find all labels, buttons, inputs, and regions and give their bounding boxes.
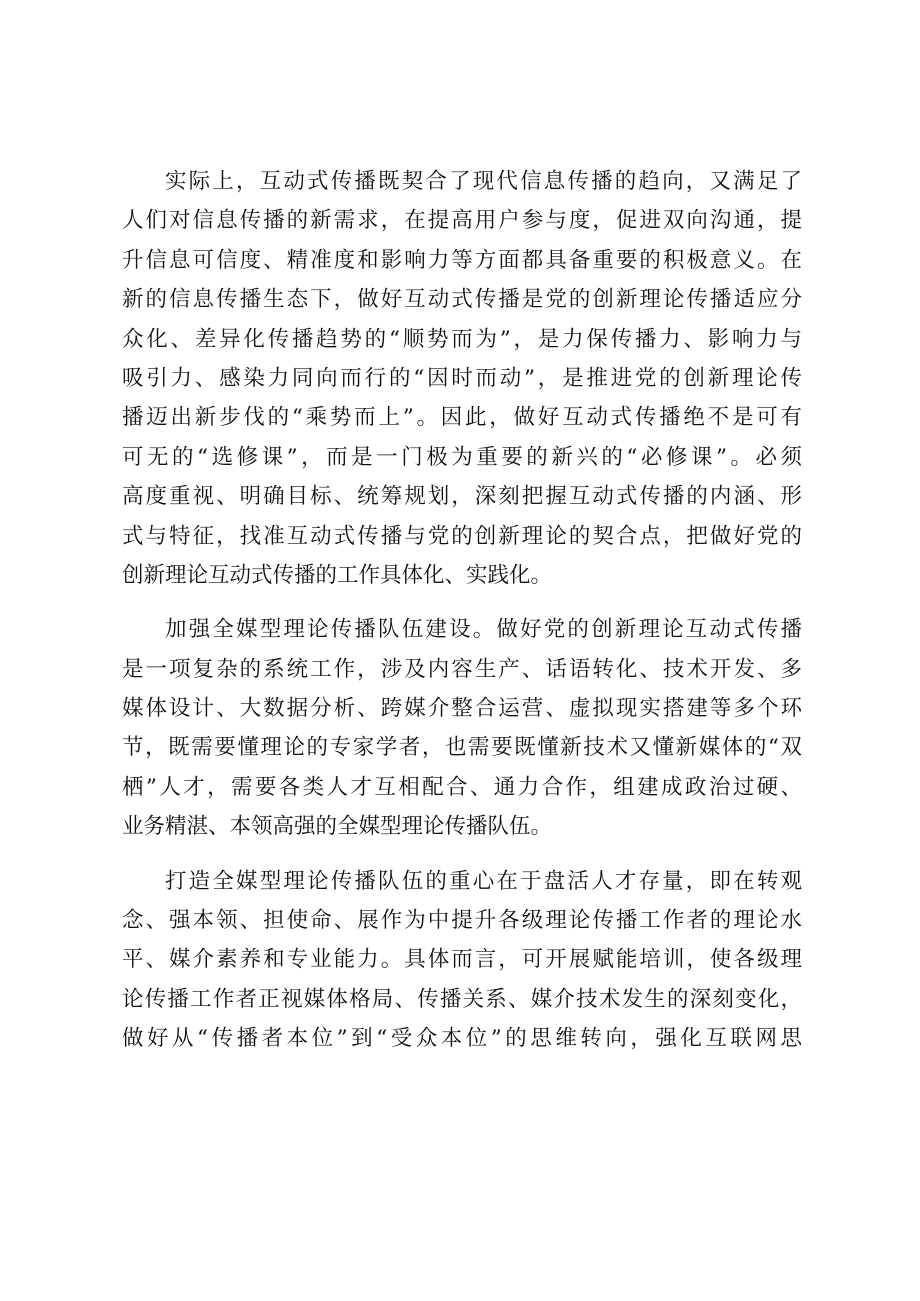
text-line: 新的信息传播生态下，做好互动式传播是党的创新理论传播适应分	[122, 287, 802, 313]
text-line: 业务精湛、本领高强的全媒型理论传播队伍。	[122, 814, 553, 840]
text-line: 栖”人才，需要各类人才互相配合、通力合作，组建成政治过硬、	[122, 774, 802, 800]
text-line: 吸引力、感染力同向而行的“因时而动”，是推进党的创新理论传	[122, 365, 802, 391]
text-line: 念、强本领、担使命、展作为中提升各级理论传播工作者的理论水	[122, 908, 802, 934]
text-line: 高度重视、明确目标、统筹规划，深刻把握互动式传播的内涵、形	[122, 484, 802, 510]
text-line: 节，既需要懂理论的专家学者，也需要既懂新技术又懂新媒体的“双	[122, 735, 802, 761]
text-line: 打造全媒型理论传播队伍的重心在于盘活人才存量，即在转观	[165, 868, 802, 894]
text-line: 加强全媒型理论传播队伍建设。做好党的创新理论互动式传播	[165, 617, 802, 643]
text-line: 媒体设计、大数据分析、跨媒介整合运营、虚拟现实搭建等多个环	[122, 696, 802, 722]
text-line: 众化、差异化传播趋势的“顺势而为”，是力保传播力、影响力与	[122, 326, 802, 352]
document-page	[122, 162, 802, 1074]
text-line: 人们对信息传播的新需求，在提高用户参与度，促进双向沟通，提	[122, 208, 802, 234]
paragraph-3	[122, 862, 802, 1059]
text-line: 实际上，互动式传播既契合了现代信息传播的趋向，又满足了	[165, 169, 802, 194]
paragraph-2	[122, 610, 802, 846]
paragraph-1	[122, 162, 802, 595]
text-line: 式与特征，找准互动式传播与党的创新理论的契合点，把做好党的	[122, 523, 802, 549]
text-line: 创新理论互动式传播的工作具体化、实践化。	[122, 562, 553, 588]
text-line: 播迈出新步伐的“乘势而上”。因此，做好互动式传播绝不是可有	[122, 405, 802, 431]
text-line: 可无的“选修课”，而是一门极为重要的新兴的“必修课”。必须	[122, 444, 802, 470]
text-line: 是一项复杂的系统工作，涉及内容生产、话语转化、技术开发、多	[122, 656, 802, 682]
text-line: 平、媒介素养和专业能力。具体而言，可开展赋能培训，使各级理	[122, 947, 802, 973]
text-line: 做好从“传播者本位”到“受众本位”的思维转向，强化互联网思	[122, 1026, 802, 1052]
text-line: 论传播工作者正视媒体格局、传播关系、媒介技术发生的深刻变化，	[122, 986, 802, 1012]
text-line: 升信息可信度、精准度和影响力等方面都具备重要的积极意义。在	[122, 247, 802, 273]
